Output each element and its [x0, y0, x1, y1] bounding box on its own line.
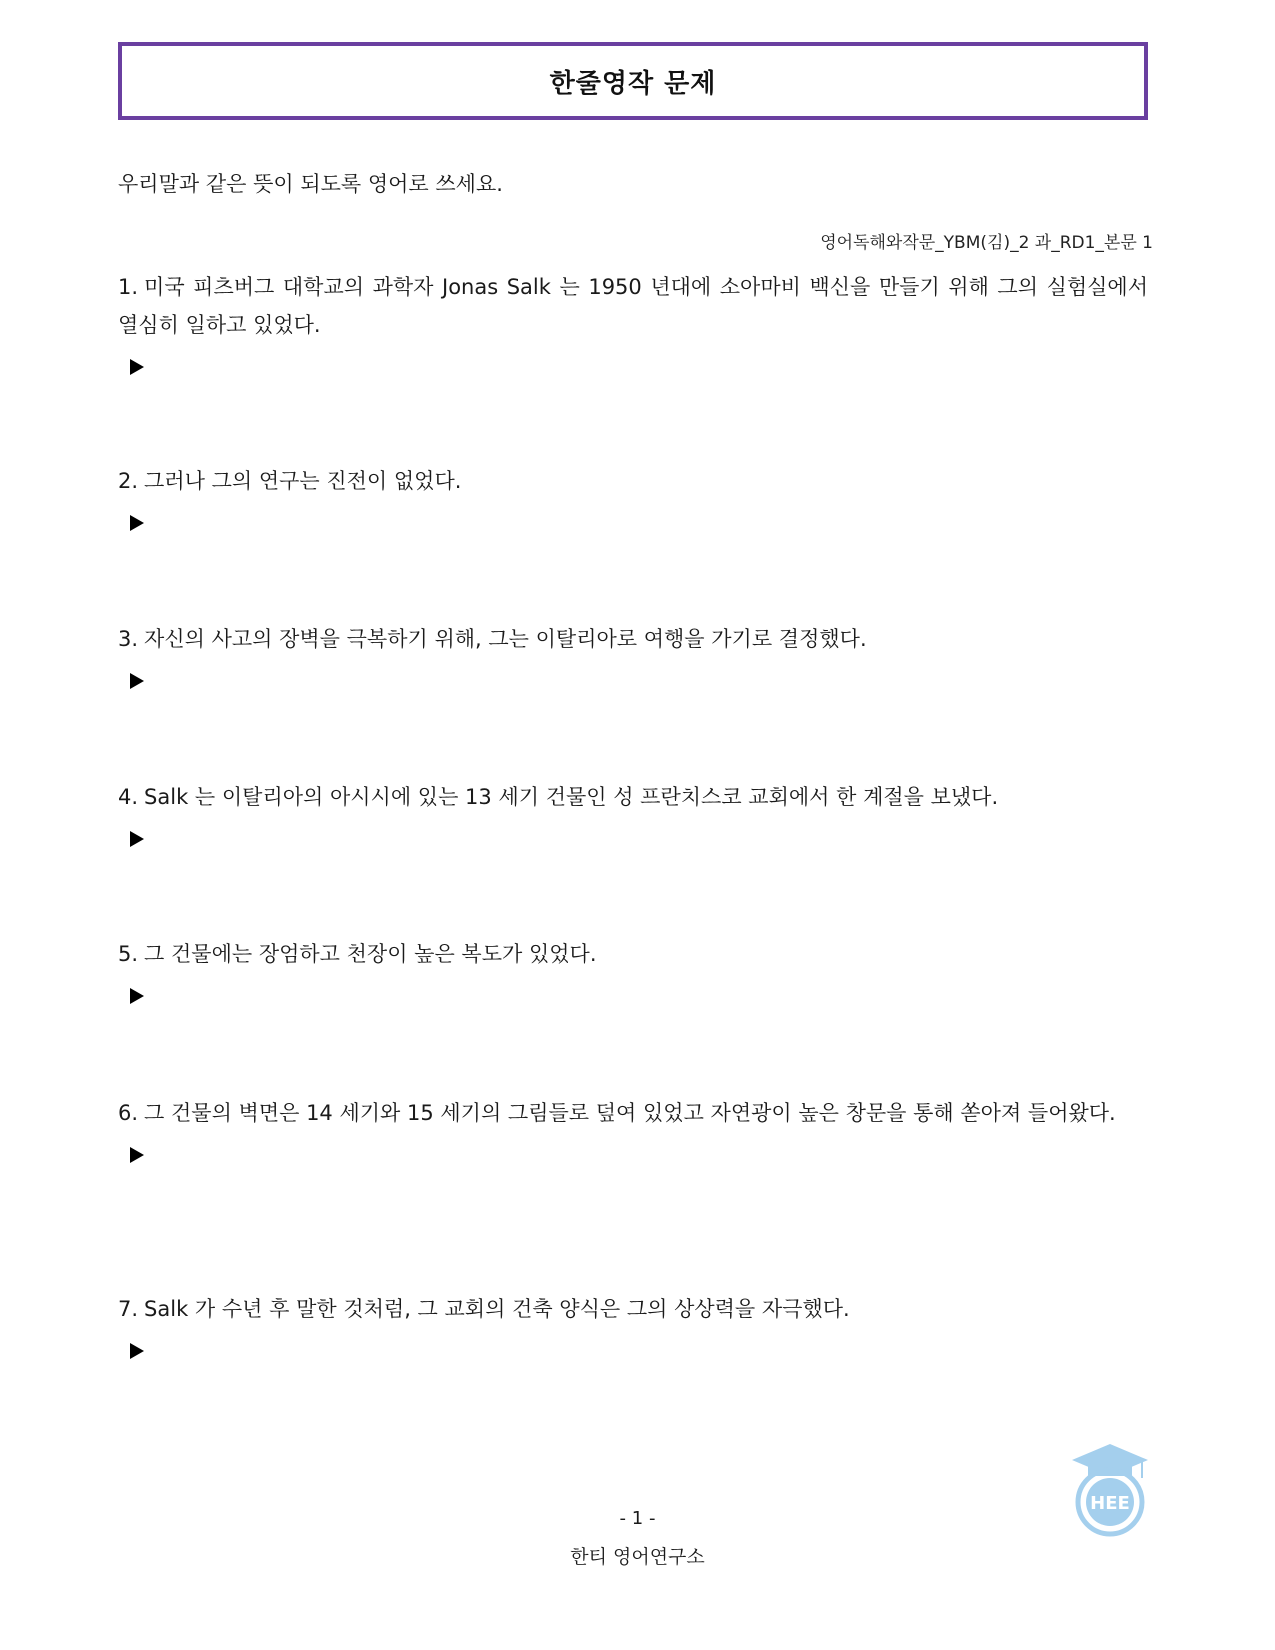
question-body: Salk 는 이탈리아의 아시시에 있는 13 세기 건물인 성 프란치스코 교회에서 한 계절을 보냈다.: [144, 785, 999, 809]
page-title: 한줄영작 문제: [549, 68, 717, 99]
organization-name: 한티 영어연구소: [570, 1546, 705, 1568]
question-item: [118, 268, 1148, 386]
play-arrow-icon: [130, 1147, 144, 1163]
answer-line[interactable]: [118, 977, 1148, 1015]
question-body: 그러나 그의 연구는 진전이 없었다.: [144, 469, 462, 493]
question-body: Salk 가 수년 후 말한 것처럼, 그 교회의 건축 양식은 그의 상상력을 자극했다.: [144, 1297, 850, 1321]
question-text: [118, 268, 1148, 344]
question-item: [118, 462, 1148, 542]
question-number: 2.: [118, 469, 139, 493]
answer-line[interactable]: [118, 504, 1148, 542]
graduation-cap-icon: [1072, 1444, 1148, 1478]
question-number: 3.: [118, 627, 139, 651]
source-label: 영어독해와작문_YBM(김)_2 과_RD1_본문 1: [820, 233, 1153, 253]
play-arrow-icon: [130, 988, 144, 1004]
answer-line[interactable]: [118, 1136, 1148, 1174]
question-item: [118, 935, 1148, 1015]
logo-text: HEE: [1090, 1493, 1130, 1514]
question-number: 4.: [118, 785, 139, 809]
question-body: 자신의 사고의 장벽을 극복하기 위해, 그는 이탈리아로 여행을 가기로 결정했다.: [144, 627, 867, 651]
question-body: 미국 피츠버그 대학교의 과학자 Jonas Salk 는 1950 년대에 소아마비 백신을 만들기 위해 그의 실험실에서 열심히 일하고 있었다.: [118, 275, 1148, 337]
question-text: [118, 462, 1148, 500]
question-number: 6.: [118, 1101, 139, 1125]
question-number: 7.: [118, 1297, 139, 1321]
question-text: [118, 935, 1148, 973]
question-text: [118, 1094, 1148, 1132]
play-arrow-icon: [130, 673, 144, 689]
question-text: [118, 1290, 1148, 1328]
play-arrow-icon: [130, 831, 144, 847]
question-item: [118, 1094, 1148, 1174]
question-body: 그 건물의 벽면은 14 세기와 15 세기의 그림들로 덮여 있었고 자연광이 높은 창문을 통해 쏟아져 들어왔다.: [144, 1101, 1116, 1125]
question-number: 1.: [118, 275, 139, 299]
question-item: [118, 778, 1148, 858]
question-body: 그 건물에는 장엄하고 천장이 높은 복도가 있었다.: [144, 942, 597, 966]
play-arrow-icon: [130, 359, 144, 375]
instruction-text: 우리말과 같은 뜻이 되도록 영어로 쓰세요.: [118, 172, 503, 196]
page-number: - 1 -: [619, 1508, 656, 1529]
title-box: [118, 42, 1148, 120]
answer-line[interactable]: [118, 1332, 1148, 1370]
question-number: 5.: [118, 942, 139, 966]
question-item: [118, 1290, 1148, 1370]
answer-line[interactable]: [118, 820, 1148, 858]
answer-line[interactable]: [118, 348, 1148, 386]
question-text: [118, 620, 1148, 658]
play-arrow-icon: [130, 515, 144, 531]
answer-line[interactable]: [118, 662, 1148, 700]
question-text: [118, 778, 1148, 816]
question-item: [118, 620, 1148, 700]
play-arrow-icon: [130, 1343, 144, 1359]
